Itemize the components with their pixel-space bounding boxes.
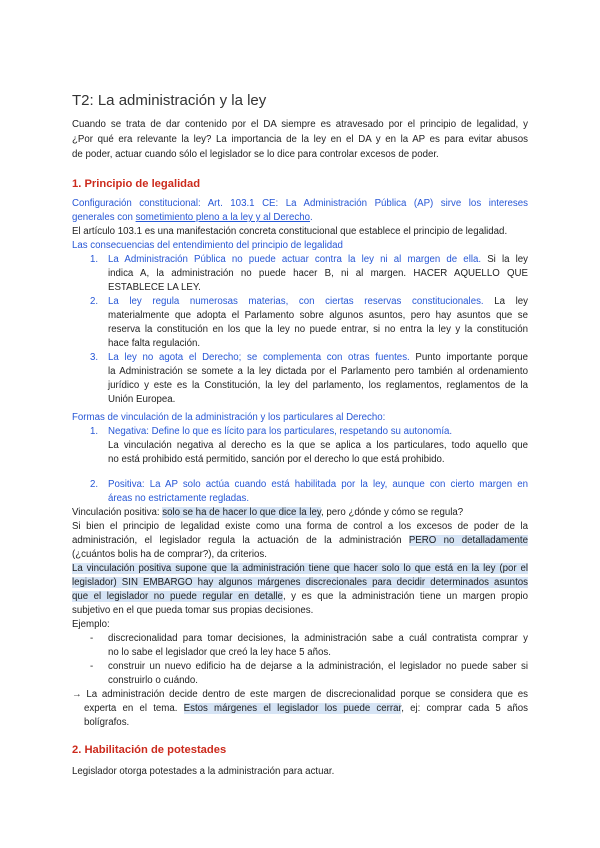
bullet-line: construir un nuevo edificio ha de dejarse a la administración, el legislador no puede saber si: [108, 661, 528, 672]
article-line: El artículo 103.1 es una manifestación concreta constitucional que establece el principio de legalidad.: [72, 226, 508, 237]
sibien-text: administración, el legislador regula la actuación de la administración: [72, 535, 409, 546]
consequences-heading: Las consecuencias del entendimiento del principio de legalidad: [72, 240, 343, 251]
vinc-highlight: legislador) SIN EMBARGO hay algunos márgenes discrecionales para decidir determinados asuntos: [72, 577, 528, 588]
vinc-line: subjetivo en el que pueda tomar sus propias decisiones.: [72, 605, 314, 616]
config-text: generales con: [72, 212, 136, 223]
sibien-line: (¿cuántos bolis ha de comprar?), da criterios.: [72, 549, 267, 560]
list-line: la Administración se somete a la ley dictada por el Parlamento pero también al ordenamiento: [108, 366, 528, 377]
config-text: .: [310, 212, 313, 223]
bullet-line: construirlo o cuándo.: [108, 675, 198, 686]
page-title: T2: La administración y la ley: [72, 92, 267, 109]
arrow-line: [84, 702, 528, 716]
vinc-highlight: que el legislador no puede regular en detalle: [72, 591, 283, 602]
vinc-highlight: solo se ha de hacer lo que dice la ley: [162, 507, 321, 518]
list-rest: Si la ley: [481, 254, 528, 265]
section-heading: 2. Habilitación de potestades: [72, 744, 227, 756]
list-number: 1.: [90, 254, 99, 265]
sibien-highlight: PERO no detalladamente: [408, 535, 528, 546]
vinc-highlight: La vinculación positiva supone que la administración tiene que hacer solo lo que está en la ley (por el: [72, 563, 528, 574]
config-line: Configuración constitucional: Art. 103.1 CE: La Administración Pública (AP) sirve los intereses: [72, 198, 528, 209]
list-line: La vinculación negativa al derecho es la que se aplica a los particulares, todo aquello que: [108, 440, 528, 451]
bullet-line: discrecionalidad para tomar decisiones, la administración sabe a cuál contratista comprar y: [108, 633, 528, 644]
list-item: [108, 253, 528, 267]
sibien-line: Si bien el principio de legalidad existe como una forma de control a los excesos de poder de la: [72, 521, 528, 532]
list-number: 1.: [90, 426, 99, 437]
list-lead: La ley regula numerosas materias, con ciertas reservas constitucionales.: [108, 296, 484, 307]
positiva-line: Positiva: La AP solo actúa cuando está habilitada por la ley, aunque con cierto margen en: [108, 479, 528, 490]
list-line: hace falta regulación.: [108, 338, 201, 349]
list-lead: La Administración Pública no puede actuar contra la ley ni al margen de ella.: [108, 254, 482, 265]
intro-line: de poder, actuar cuando sólo el legislador se lo dice para controlar excesos de poder.: [72, 149, 439, 160]
list-line: materialmente que adopta el Parlamento sobre algunos asuntos, pero hay asuntos que se: [108, 310, 528, 321]
sibien-line: [72, 534, 528, 548]
config-line: [72, 211, 313, 225]
section-heading: 1. Principio de legalidad: [72, 178, 201, 190]
intro-line: Cuando se trata de dar contenido por el DA siempre es atravesado por el principio de legalidad, y: [72, 119, 528, 130]
ejemplo-label: Ejemplo:: [72, 619, 110, 630]
arrow-text: experta en el tema.: [84, 703, 184, 714]
arrow-text: , ej: comprar cada 5 años: [401, 703, 529, 714]
list-item: [108, 351, 528, 365]
list-rest: Punto importante porque: [409, 352, 528, 363]
vinc-hl-line: [72, 562, 528, 576]
list-line: no está prohibido está permitido, sanción por el derecho lo que está prohibido.: [108, 454, 445, 465]
list-rest: La ley: [483, 296, 528, 307]
arrow-line: bolígrafos.: [84, 717, 130, 728]
negativa-lead: Negativa: Define lo que es lícito para los particulares, respetando su autonomía.: [108, 426, 453, 437]
vinc-text: , y es que la administración tiene un margen propio: [282, 591, 529, 602]
list-line: reserva la constitución en los que la ley no puede entrar, si no entra la ley y la constitución: [108, 324, 528, 335]
list-line: ESTABLECE LA LEY.: [108, 282, 201, 293]
list-line: indica A, la administración no puede hacer B, ni al margen. HACER AQUELLO QUE: [108, 268, 528, 279]
vinc-pos-line: [72, 506, 463, 520]
config-underlined: sometimiento pleno a la ley y al Derecho: [135, 212, 311, 223]
arrow-line: → La administración decide dentro de este margen de discrecionalidad porque se considera que es: [72, 689, 528, 700]
bullet-dash: -: [90, 661, 94, 672]
bullet-dash: -: [90, 633, 94, 644]
vinc-text: , pero ¿dónde y cómo se regula?: [321, 507, 464, 518]
list-line: jurídico y este es la Constitución, la ley del parlamento, los reglamentos, reglamentos de la: [108, 380, 528, 391]
bullet-line: no lo sabe el legislador que creó la ley hace 5 años.: [108, 647, 331, 658]
list-item: [108, 295, 528, 309]
intro-line: ¿Por qué era relevante la ley? La importancia de la ley en el DA y en la AP es para evitar abusos: [72, 134, 528, 145]
vinc-hl-line: [72, 590, 528, 604]
formas-heading: Formas de vinculación de la administración y los particulares al Derecho:: [72, 412, 386, 423]
list-number: 2.: [90, 296, 99, 307]
list-number: 3.: [90, 352, 99, 363]
positiva-line: áreas no estrictamente regladas.: [108, 493, 250, 504]
section-text: Legislador otorga potestades a la administración para actuar.: [72, 766, 335, 777]
list-lead: La ley no agota el Derecho; se complementa con otras fuentes.: [108, 352, 410, 363]
vinc-text: Vinculación positiva:: [72, 507, 163, 518]
vinc-hl-line: [72, 576, 528, 590]
list-number: 2.: [90, 479, 99, 490]
list-line: Unión Europea.: [108, 394, 176, 405]
arrow-highlight: Estos márgenes el legislador los puede cerrar: [183, 703, 402, 714]
